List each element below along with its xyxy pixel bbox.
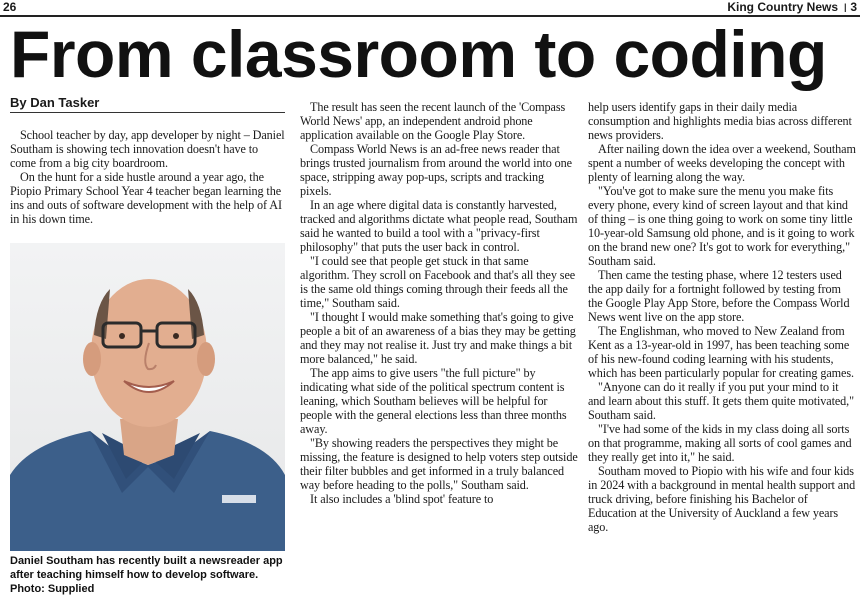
paragraph: "You've got to make sure the menu you make fits every phone, every kind of screen layout and that kind of thing – is one thing going to work on some tiny little 10-year-old Samsung old phone, and is it going to work on the brand new one? It's got to work for everything," Southam said. (588, 184, 855, 268)
header-separator: I (843, 1, 847, 15)
paragraph: Then came the testing phase, where 12 testers used the app daily for a fortnight followed by testing from the Google Play App Store, before the Compass World News went live on the app store. (588, 268, 850, 324)
paragraph: After nailing down the idea over a weekend, Southam spent a number of weeks developing the concept with plenty of learning along the way. (588, 142, 856, 184)
paragraph: The app aims to give users "the full picture" by indicating what side of the political spectrum content is leaning, which Southam believes will be helpful for people with the general elections less than three months away. (300, 366, 567, 436)
paragraph: Southam moved to Piopio with his wife and four kids in 2024 with a background in mental health support and truck driving, before finishing his Bachelor of Education at the University of Auckland a few years ago. (588, 464, 856, 534)
paragraph: "I could see that people get stuck in that same algorithm. They scroll on Facebook and that's all they see is the same old things coming through their feeds all the time," Southam said. (300, 254, 576, 310)
article-column-3 (588, 100, 858, 534)
paragraph: "I've had some of the kids in my class doing all sorts on that programme, making all sorts of cool games and they really get into it," he said. (588, 422, 852, 464)
page-number-left: 26 (3, 0, 17, 14)
paragraph: "Anyone can do it really if you put your mind to it and learn about this stuff. It gets them quite motivated," Southam said. (588, 380, 855, 422)
page-number-right: 3 (850, 0, 857, 14)
paragraph: School teacher by day, app developer by night – Daniel Southam is showing tech innovation doesn't have to come from a big city boardroom. (10, 128, 285, 170)
paragraph: "By showing readers the perspectives they might be missing, the feature is designed to help voters step outside their filter bubbles and get informed in a truly balanced way before heading to the polls," Southam said. (300, 436, 578, 492)
byline: By Dan Tasker (10, 95, 285, 113)
paragraph: "I thought I would make something that's going to give people a bit of an awareness of a bias they may be getting and they may not realise it. Just try and make things a bit more balanced," he said. (300, 310, 576, 366)
paragraph: Compass World News is an ad-free news reader that brings trusted journalism from around the world into one space, stripping away pop-ups, scripts and tracking pixels. (300, 142, 572, 198)
paragraph: The result has seen the recent launch of the 'Compass World News' app, an independent android phone application available on the Google Play Store. (300, 100, 566, 142)
article-column-1 (10, 128, 285, 226)
paragraph: In an age where digital data is constantly harvested, tracked and algorithms dictate what people read, Southam said he wanted to build a tool with a "privacy-first philosophy" that puts the user back in control. (300, 198, 578, 254)
portrait-illustration (10, 243, 285, 551)
paragraph: On the hunt for a side hustle around a year ago, the Piopio Primary School Year 4 teacher began learning the ins and outs of software development with the help of AI in his down time. (10, 170, 282, 226)
paragraph: The Englishman, who moved to New Zealand from Kent as a 13-year-old in 1997, has been teaching some of his new-found coding learning with his students, which has been particularly popular for creating games. (588, 324, 854, 380)
paragraph: help users identify gaps in their daily media consumption and highlights media bias across different news providers. (588, 100, 852, 142)
publication-name: King Country News (727, 0, 838, 14)
article-headline: From classroom to coding (10, 17, 827, 91)
article-photo (10, 243, 285, 551)
paragraph: It also includes a 'blind spot' feature to (310, 492, 494, 506)
photo-caption: Daniel Southam has recently built a newsreader app after teaching himself how to develop software. Photo: Supplied (10, 555, 283, 595)
article-column-2 (300, 100, 578, 506)
